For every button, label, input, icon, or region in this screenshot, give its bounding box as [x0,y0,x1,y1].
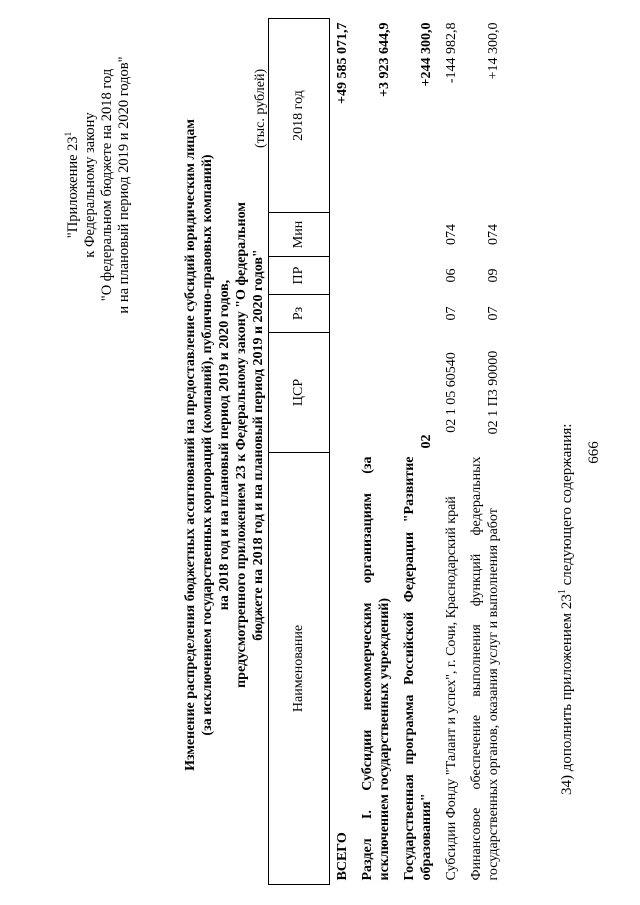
heading-line-1: Изменение распределения бюджетных ассигнований на предоставление субсидий юридическим лицам [183,119,198,771]
header-name: Наименование [269,453,330,885]
intro-line [557,424,576,795]
row-rz [397,295,439,333]
appendix-reference [60,25,133,345]
row-csr: 02 [419,434,434,449]
appendix-title: "Приложение 23 [64,136,81,239]
table-row [355,19,397,885]
table-row [397,19,439,885]
units-label: (тыс. рублей) [253,68,268,148]
header-rz: Рз [269,295,330,333]
appendix-line-3: "О федеральном бюджете на 2018 год [98,68,115,302]
table-row [464,19,506,885]
heading-line-2: (за исключением государственных корпораций (компаний), публично-правовых компаний) [200,154,215,736]
row-name: Раздел I. Субсидии некоммерческим организациям (за исключением государственных учреждений) [360,456,392,881]
row-amount: -144 982,8 [444,22,459,84]
row-pr [397,257,439,295]
header-min: Мин [269,213,330,257]
row-amount: +49 585 071,7 [335,22,350,104]
table-header-row [269,19,330,885]
row-csr [355,333,397,453]
row-csr [330,333,356,453]
row-pr [330,257,356,295]
row-min: 074 [444,224,459,245]
intro-suffix: следующего содержания: [559,423,575,590]
row-csr: 02 1 05 60540 [444,352,459,433]
row-name: Финансовое обеспечение выполнения функций федеральных государственных органов, оказания услуг и выполнения работ [469,456,501,881]
row-csr: 02 1 П3 90000 [486,350,501,435]
row-amount: +244 300,0 [419,22,434,87]
row-pr: 09 [486,268,501,283]
intro-prefix: 34) дополнить приложением 23 [559,594,575,795]
appendix-line-1 [60,25,82,345]
row-min [355,213,397,257]
page-number: 666 [586,441,602,464]
row-name: Субсидии Фонду "Талант и успех", г. Сочи, Краснодарский край [444,496,459,881]
table-row [439,19,464,885]
appendix-line-2: к Федеральному закону [81,112,98,258]
row-name: ВСЕГО [335,832,350,881]
row-min: 074 [486,224,501,245]
heading-line-4: предусмотренного приложением 23 к Федеральному закону "О федеральном [234,202,249,688]
row-min [330,213,356,257]
row-rz [330,295,356,333]
row-name: Государственная программа Российской Федерации "Развитие образования" [402,456,434,881]
table-row [330,19,356,885]
header-pr: ПР [269,257,330,295]
appropriations-table [268,18,506,885]
appendix-line-4: и на плановый период 2019 и 2020 годов" [115,56,132,314]
document-heading [182,45,267,845]
intro-sup: 1 [557,589,568,595]
heading-line-5: бюджете на 2018 год и на плановый период 2019 и 2020 годов" [251,249,266,641]
row-amount: +14 300,0 [486,22,501,80]
row-pr [355,257,397,295]
row-rz: 07 [444,306,459,321]
row-min [397,213,439,257]
header-csr: ЦСР [269,333,330,453]
header-year: 2018 год [269,19,330,213]
appendix-sup: 1 [63,131,73,137]
row-pr: 06 [444,268,459,283]
row-rz: 07 [486,306,501,321]
row-rz [355,295,397,333]
heading-line-3: на 2018 год и на плановый период 2019 и 2020 годов, [217,279,232,611]
row-amount: +3 923 644,9 [377,22,392,97]
